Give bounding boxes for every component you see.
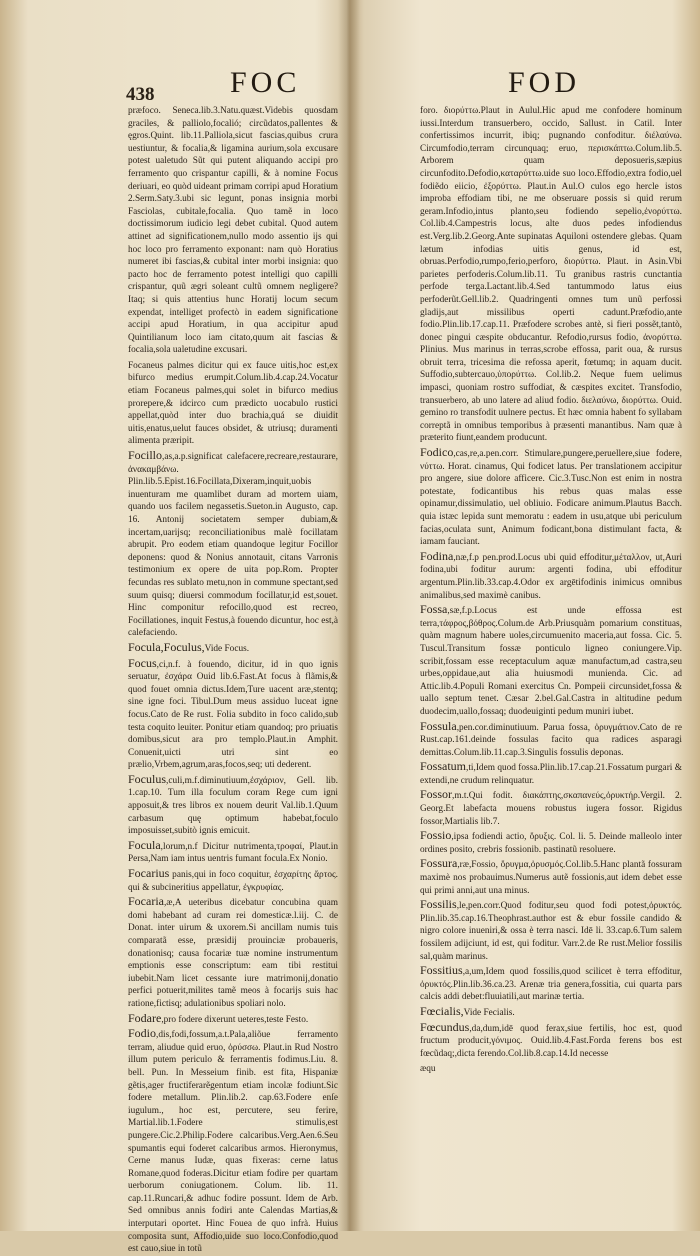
dictionary-entry: [128, 839, 338, 866]
entry-headword: Fœcundus: [420, 1019, 470, 1034]
dictionary-entry: [420, 103, 682, 445]
entry-text: Vide Focus.: [204, 643, 250, 654]
entry-text: æqu: [420, 1064, 436, 1075]
page-number: 438: [126, 84, 155, 105]
dictionary-entry: [420, 898, 682, 963]
book-gutter: [338, 0, 360, 1231]
entry-text: ,m.t.Qui fodit. διακάπτης,σκαπανεύς,ὀρυκτήρ.Vergil. 2. Georg.Et labefacta mouens robustus iugera fossor. Rigidus fossor,Martialis lib.7.: [420, 791, 682, 827]
dictionary-entry: [128, 1027, 338, 1256]
entry-headword: Focillo: [128, 448, 163, 463]
entry-headword: Fossilis: [420, 897, 457, 912]
entry-headword: Fossor: [420, 787, 453, 802]
dictionary-entry: [420, 1061, 682, 1076]
entry-text: ,næ,f.p pen.prod.Locus ubi quid effoditur,μέταλλον, ut,Auri fodina,ubi foditur aurum: argenti fodina, ubi effoditur argentum.Plin.lib.33.cap.4.Odor ex argētifodinis inimicus omnibus animalibus,sed maximè canibus.: [420, 552, 682, 601]
entry-text: foro. διορύττω.Plaut in Aulul.Hic apud me confodere hominum iussi.Interdum transuerbero, occido, Sallust. in Catil. Inter confertissimos incurrit, ibiq; pugnando confoditur. διέλαύνω. Circumfodio,terram circunquaq; eruo, περισκάπτω.Colum.lib.5. Arborem quam deposueris,sæpius circunfodito.Defodio,καταρύττω.uide suo loco.Effodio,extra fodio,uel fodiẽdo eiicio, ἐξορύττω. Plaut.in Aul.O culos ego hercle istos improba effodiam tibi, ne me obseruare possis si quid rerum geram.Infodio,intus planto,seu fodiendo sepelio,ἐνορύττω. Col.lib.4.Campestris locus, alte duos pedes infodiendus est.Verg.lib.2.Georg.Ante supinatas Aquiloni ostendere glebas. Quam lætum infodias uitis genus, id est, obruas.Perfodio,rumpo,ferio,perforo, διορύττω. Plaut. in Asin.Vbi parietes perfoderis.Colum.lib.11. Tu granibus rastris cunctantia perfode terga.Lactant.lib.4.Sed tantummodo latus eius perfoderũt.Gell.lib.2. Quadringenti omnes tum unũ perfossi gladijs,aut missilibus operti cadunt.Præfodio,ante fodio.Plin.lib.17.cap.11. Præfodere scrobes antè, si fieri possẽt,tantò, donec pingui cæspite obducantur. Refodio,rursus fodio, ἀνορύττω. Plinius. Mus marinus in terras,scrobe effossa, parit oua, & rursus obruit terra, tricesima die refossa aperit, fœtumq; in aquam ducit. Suffodio,subtercauo,ὑπορύττω. Col.lib.2. Neque fuem uelimus impasci, quoniam rostro suffodiat, & cæspites excitet. Transfodio, transuerbero, ab uno latere ad aliud fodio. διελαύνω, διορύττω. Ouid. gemino ro transfodit uulnere pectus. Et hæc omnia habent fo syllabam correptã in omnibus temporibus à præsenti manantibus. Nam quæ à præterito fiunt,eandem producunt.: [420, 106, 682, 444]
dictionary-entry: [420, 720, 682, 760]
dictionary-entry: [420, 829, 682, 856]
entry-text: ,æ,A ueteribus dicebatur concubina quam domi habebant ad curam rei domesticæ.l.iij. C. de Donat. inter uirum & uxorem.Si ancillam numis tuis comparatã esse, præsidij prouinciæ probaueris, donationisq; causa focariæ tuæ nomine instrumentum emptionis esse conscriptum: eam tibi restitui iubebit.Nam licet cessante iure matrimonij,donatio perfici potuerit,milites tamẽ meos à focarijs suis hac ratione,fictisq; adulationibus spoliari nolo.: [128, 898, 338, 1009]
dictionary-entry: [420, 1021, 682, 1061]
entry-headword: Fodare: [128, 1010, 162, 1025]
entry-text: ,ti,Idem quod fossa.Plin.lib.17.cap.21.Fossatum purgari & extendi,ne crudum relinquatur.: [420, 763, 682, 786]
entry-headword: Fossio: [420, 828, 452, 843]
entry-headword: Fodio: [128, 1026, 157, 1041]
entry-headword: Foculus: [128, 771, 167, 786]
running-head-right: FOD: [508, 66, 581, 99]
entry-text: ,ipsa fodiendi actio, ὄρυξις. Col. li. 5. Deinde malleolo inter ordines posito, crebris fossionib. pastinatũ resoluere.: [420, 832, 682, 855]
left-column: [128, 102, 338, 1256]
entry-text: ,a,um,Idem quod fossilis,quod scilicet è terra effoditur, ὀρυκτός.Plin.lib.36.ca.23. Arenæ tria genera,fossitia, cui quarta pars calcis addi debet:fluuiatili,aut marinæ tertia.: [420, 967, 682, 1003]
entry-headword: Focula: [128, 837, 161, 852]
entry-headword: Fœcialis,: [420, 1003, 464, 1018]
dictionary-entry: [420, 446, 682, 549]
right-column: [420, 102, 682, 1076]
entry-headword: Focarius: [128, 866, 170, 881]
entry-headword: Fossa: [420, 602, 448, 617]
entry-text: ,as,a.p.significat calefacere,recreare,restaurare, ἀνακαμβάνω. Plin.lib.5.Epist.16.Focillata,Dixeram,inquit,uobis inuenturam me quamlibet duram ad mortem uiam, quando uos facilem negassetis.Sueton.in Augusto, cap. 16. Antonij societatem semper dubiam,& incertam,uarijsq; reconciliationibus malè focillatam abrupit. Pro eodem etiam quandoque legitur Focillor deponens: quod & Nonius annotauit, citans Varronis testimonium ex opere de uita pop.Rom. Propter fecundas res sublato metu,non in commune spectant,sed suum quisq; diuersi commodum focillatur,id est,souet. Hinc componitur refocillo,quod est recreo, Focillationes, inquit Festus,à fouendo dicuntur, hoc est,à calefaciendo.: [128, 452, 338, 639]
dictionary-entry: [128, 657, 338, 772]
entry-headword: Focus: [128, 655, 157, 670]
dictionary-entry: [420, 1005, 682, 1020]
entry-text: panis,qui in foco coquitur, ἐσχαρίτης ἄρτος. qui & subcineritius appellatur, ἐγκρυφίας.: [128, 870, 338, 893]
entry-text: ,dis,fodi,fossum,a.t.Pala,aliõue ferramento terram, aliudue quid eruo, ὀρύσσω. Plaut.in Rud Nostro illum putem periculo & ferramentis fodimus.Liu. 8. bell. Pun. In Messeium finib. est fita, Hispaniæ gẽtis,ager fructiferarẽgentum etiam incolæ fodiunt.Sic fodere metallum. Plin.lib.2. cap.63.Fodere enſe iugulum., hoc est, percutere, seu ferire, Martial.lib.1.Fodere stimulis,est pungere.Cic.2.Philip.Fodere calcaribus.Verg.Aen.6.Seu spumantis equi foderet calcaribus armos. Hieronymus, Cerne manus Iudæ, quas fixeras: cerne latus Romane,quod foderas.Dicitur etiam fodire per quartam uerborum coniugationem. Colum. lib. 11. cap.11.Runcari,& adhuc fodire possunt. Idem de Arb. Sed omnibus annis fodiri ante Calendas Martias,& interputari oportet. Hinc Fouea de quo infrà. Huius composita sunt, Affodio,uide suo loco.Confodio,quod est cauo,siue in totũ: [128, 1030, 338, 1255]
entry-headword: Fossatum: [420, 759, 467, 774]
entry-headword: Fodico: [420, 445, 454, 460]
dictionary-entry: [128, 103, 338, 357]
entry-headword: Fossitius: [420, 963, 463, 978]
entry-headword: Focaria: [128, 894, 164, 909]
entry-text: Focaneus palmes dicitur qui ex fauce uitis,hoc est,ex bifurco medius erumpit.Colum.lib.4.cap.24.Vocatur etiam Focaneus palmes,qui solet in bifurco medius prorepere,& idcirco cum prædicto uocabulo rustici appellat,quòd inter duo brachia,quá se diuidit uitis,enatus,uelut fauces obsidet, & utriusq; duramenti alimenta præripit.: [128, 360, 338, 447]
entry-text: ,da,dum,idē quod ferax,siue fertilis, hoc est, quod fructum producit,γόνιμος. Ouid.lib.4.Fast.Forda ferens bos est fœcũdaq;,dicta ferendo.Col.lib.8.cap.14.Id necesse: [420, 1023, 682, 1059]
dictionary-entry: [128, 867, 338, 894]
dictionary-entry: [128, 1012, 338, 1027]
dictionary-entry: [420, 964, 682, 1004]
dictionary-entry: [128, 358, 338, 448]
entry-text: ,ci,n.f. à fouendo, dicitur, id in quo ignis seruatur, ἐσχάρα Ouid lib.6.Fast.At focus à flãmis,& quod fouet omnia dictus.Idem,Ture uacent aræ,stentq; sine igne foci. Tibul.Dum meus assiduo luceat igne focus.Cato de Re rust. Folia subdito in foco calido,sub testa coquito leuiter. Ponitur etiam quandoq; pro priuatis domibus,sicut ara pro templo.Plaut.in Amphit. Conuenit,uicti utri sint eo prælio,Vrbem,agrum,aras,focos,seq; uti dederent.: [128, 659, 338, 771]
dictionary-entry: [128, 449, 338, 640]
entry-headword: Fossura: [420, 856, 458, 871]
entry-text: ,pro fodere dixerunt ueteres,teste Festo.: [161, 1014, 309, 1025]
entry-text: ,cas,re,a.pen.corr. Stimulare,pungere,peruellere,siue fodere, νύττω. Horat. cinamus, Qui fodicet latus. Per translationem accipitur pro angere, siue dolore afficere. Cic.3.Tusc.Non est enim in nostra potestate, fodicantibus his rebus quas malas esse opinamur,dissimulatio, uel obliuio. Fodicare animum.Plautus Bacch. quia istæc lepida sunt memoratu : eadem in usu,atque ubi periculum facias,oculata sunt, Animum fodicant,bona distimulant facta, & iamam fauciant.: [420, 449, 682, 548]
dictionary-entry: [420, 603, 682, 718]
entry-text: ,pen.cor.diminutiuum. Parua fossa, ὀρυγμάτιον.Cato de re Rust.cap.161.deinde fossulas facito qua radices asparagi demittas.Colum.lib.11.cap.3.Singulis fossulis deponas.: [420, 722, 682, 758]
entry-text: ,le,pen.corr.Quod foditur,seu quod fodi potest,ὀρυκτός. Plin.lib.35.cap.16.Theophrast.author est & ebur fossile candido & nigro colore inueniri,& ossa è terra nasci. Idē li. 33.cap.6.Tum salem fossilem adijciunt, id est, qui foditur. Varr.2.de Re rust.Melior fossilis sal,quàm marinus.: [420, 901, 682, 962]
entry-headword: Fossula: [420, 718, 457, 733]
dictionary-entry: [128, 895, 338, 1010]
dictionary-entry: [420, 760, 682, 787]
entry-text: ,ræ,Fossio, ὄρυγμα,ὀρυσμός.Col.lib.5.Hanc plantã fossuram maximè nos probauimus.Numerus autẽ fossionis,aut idem debet esse qui primi anni,aut una minus.: [420, 860, 682, 896]
dictionary-entry: [420, 550, 682, 602]
dictionary-entry: [128, 641, 338, 656]
dictionary-entry: [420, 788, 682, 828]
dictionary-entry: [128, 773, 338, 838]
entry-text: præfoco. Seneca.lib.3.Natu.quæst.Videbis quosdam graciles, & palliolo,focalió; circũdatos,pallentes & ęgros.Quint. lib.11.Palliola,sicut fascias,quibus crura uestiuntur, & focalia,& ligamina aurium,sola excusare potest ualetudo Sũt qui putent aliquando accipi pro ferramento quo crispantur capilli, & à nomine Focus deriuari, eo quòd uideant primam corripi apud Horatium 2.Serm.Saty.3.ubi sic legunt, ponas insignia morbi Fasciolas, cubitale,focalia. Quo tamẽ in loco doctissimorum iudicio legi debet cubital. Quod autem attinet ad significationem,nullo modo assentio ijs qui hoc loco pro ferramento exponant: nam quò Horatius numeret ibi fascias,& cubital inter morbi insignia: quo pacto hoc de ferramento potest intelligi quo capilli crispantur, quũ ægri soleant cultũ omnem negligere?Itaq; si quis attentius hunc Horatij locum secum expendat, intelliget profectò in eadem significatione accipi apud Horatium, in qua accipitur apud Quintilianum loco iam citato,quum ait fascias & focalia,sola ualetudine excusari.: [128, 106, 338, 356]
entry-headword: Fodina: [420, 548, 454, 563]
entry-text: ,culi,m.f.diminutiuum,ἐσχάριον, Gell. lib. 1.cap.10. Tum illa foculum coram Rege cum igni apposuit,& tres libros ex nouem deurit Val.lib.1.Quum carbasum quę optimum habebat,foculo imposuisset,subitò ignis emicuit.: [128, 775, 338, 837]
entry-text: Vide Fecialis.: [463, 1007, 515, 1018]
entry-text: ,sæ,f.p.Locus est unde effossa est terra,τάφρος,βόθρος.Colum.de Arb.Priusquàm pomarium constituas, quàm magnum habere uoles,circumuenito maceria,aut fossa. Cic. 5. Tuscul.Transitum fossæ ponticulo ligneo coniungere.Vip. scribit,fossam esse receptaculum aquæ manufactum,ad castra,seu urbes,oppidaue,aut alia huiusmodi munienda. Cic. ad Attic.lib.4.Populi Romani exercitus Cn. Pompeii circunsidet,fossa & uallo septum tenet. Cæsar 2.bel.Gal.Castra in altitudine pedum duodecim,uallo,fossaq; duodeuiginti pedum muniri iubet.: [420, 606, 682, 717]
running-head-left: FOC: [230, 66, 301, 99]
dictionary-entry: [420, 857, 682, 897]
entry-headword: Focula,Foculus,: [128, 639, 205, 654]
entry-text: ,lorum,n.f Dicitur nutrimenta,τροφαί, Plaut.in Persa,Nam iam intus uentris fumant focula.Ex Nonio.: [128, 841, 338, 865]
